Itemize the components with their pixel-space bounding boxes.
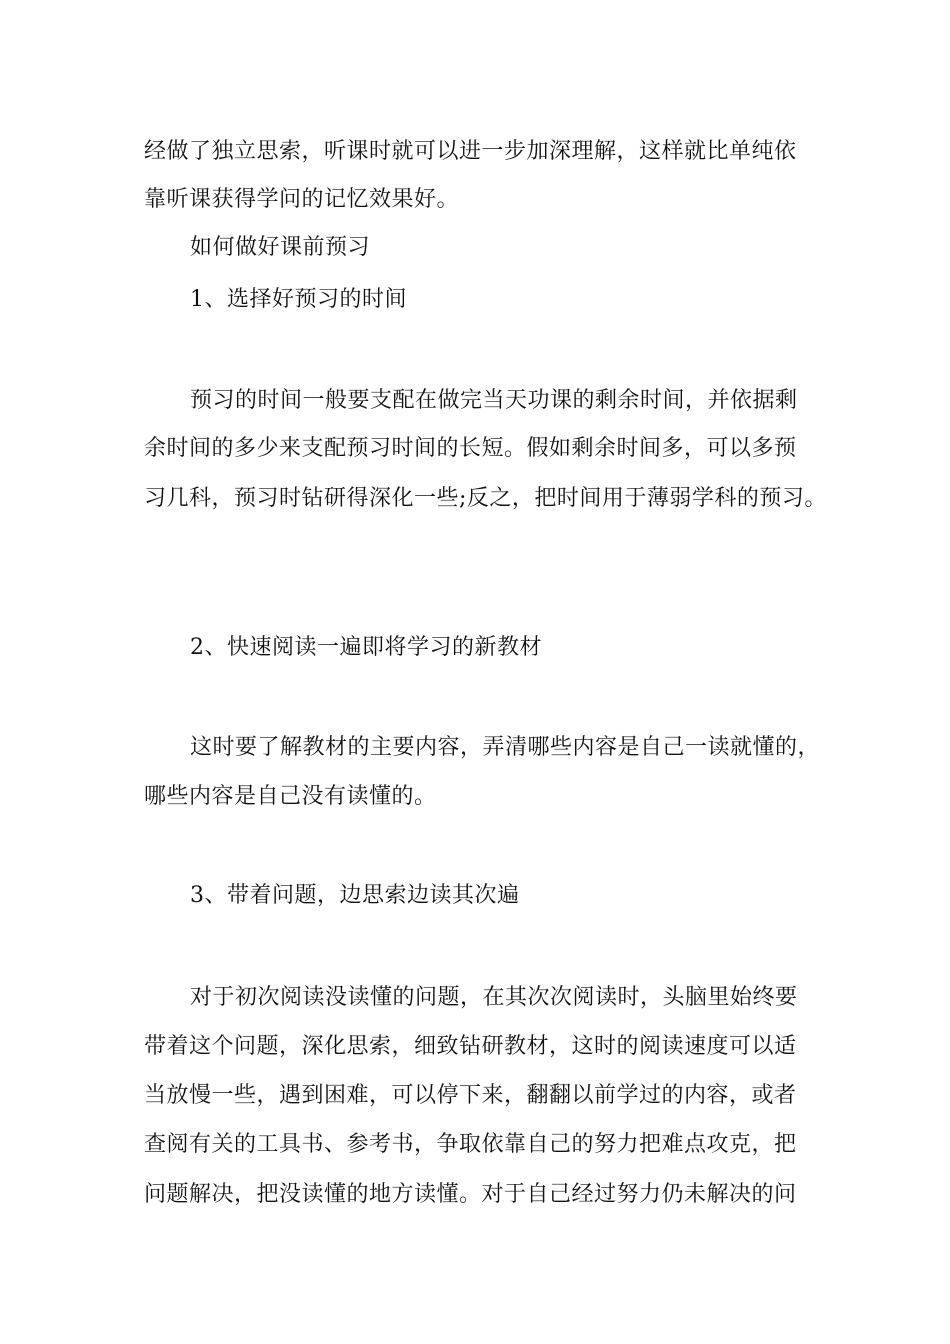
- paragraph-line: 靠听课获得学问的记忆效果好。: [144, 187, 460, 212]
- paragraph-line: 习几科，预习时钻研得深化一些;反之，把时间用于薄弱学科的预习。: [144, 486, 827, 511]
- paragraph-line: 问题解决，把没读懂的地方读懂。对于自己经过努力仍未解决的问: [144, 1182, 797, 1207]
- paragraph-line: 带着这个问题，深化思索，细致钻研教材，这时的阅读速度可以适: [144, 1034, 797, 1059]
- item-title-3: 3、带着问题，边思索边读其次遍: [190, 883, 520, 908]
- paragraph-line: 这时要了解教材的主要内容，弄清哪些内容是自己一读就懂的，: [190, 735, 821, 760]
- item-title-1: 1、选择好预习的时间: [190, 287, 407, 312]
- paragraph-line: 余时间的多少来支配预习时间的长短。假如剩余时间多，可以多预: [144, 436, 797, 461]
- section-heading: 如何做好课前预习: [190, 235, 371, 260]
- item-title-2: 2、快速阅读一遍即将学习的新教材: [190, 635, 542, 660]
- paragraph-line: 对于初次阅读没读懂的问题，在其次次阅读时，头脑里始终要: [190, 985, 798, 1010]
- paragraph-line: 哪些内容是自己没有读懂的。: [144, 784, 437, 809]
- paragraph-line: 预习的时间一般要支配在做完当天功课的剩余时间，并依据剩: [190, 388, 798, 413]
- paragraph-line: 经做了独立思索，听课时就可以进一步加深理解，这样就比单纯依: [144, 139, 797, 164]
- paragraph-line: 当放慢一些，遇到困难，可以停下来，翻翻以前学过的内容，或者: [144, 1083, 797, 1108]
- paragraph-line: 查阅有关的工具书、参考书，争取依靠自己的努力把难点攻克，把: [144, 1132, 797, 1157]
